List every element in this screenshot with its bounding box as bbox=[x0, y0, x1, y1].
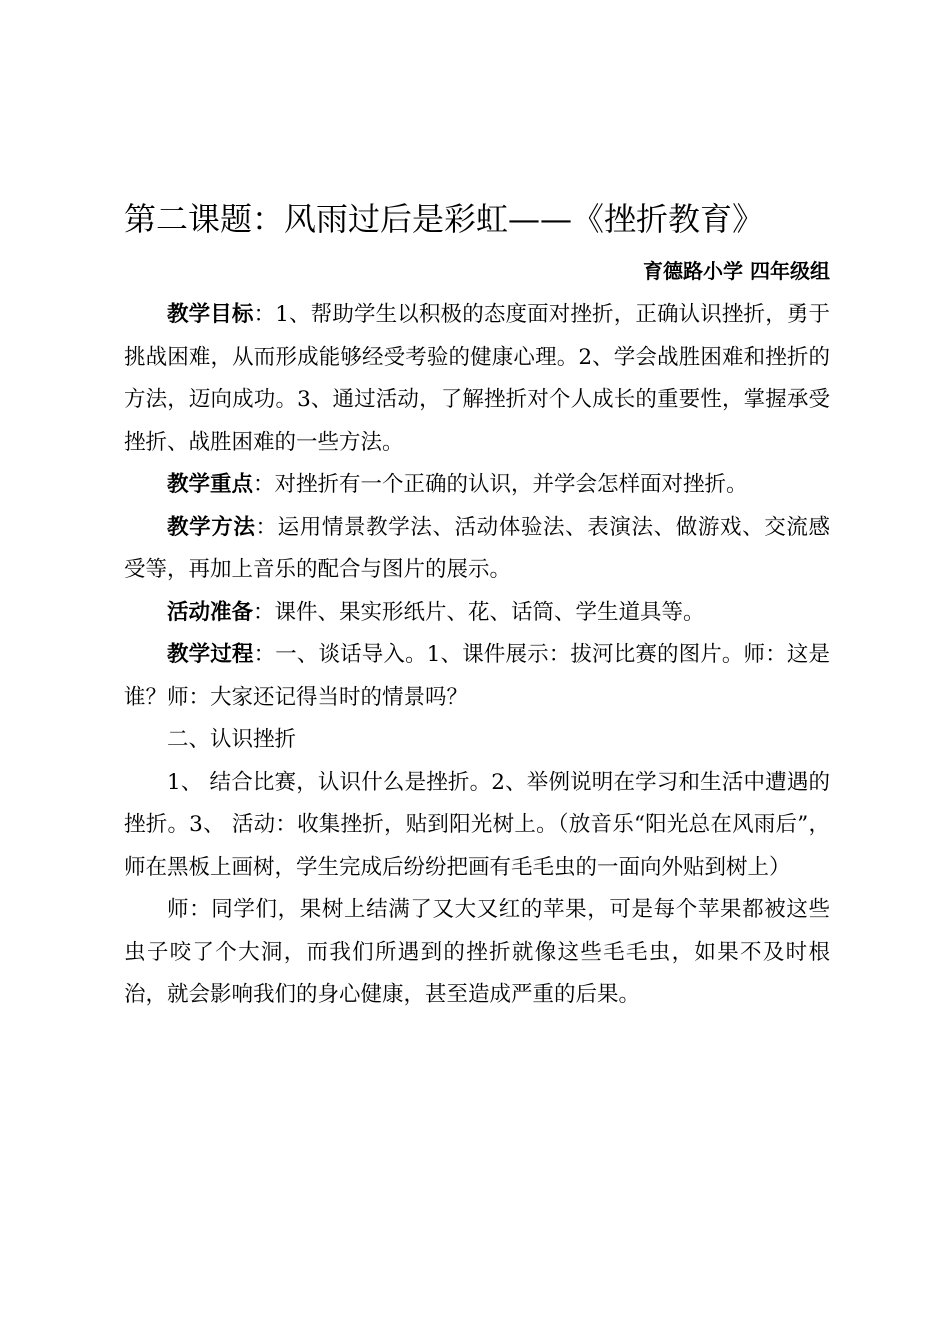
document-page bbox=[124, 196, 830, 1017]
teaching-process-text: ：一、谈话导入。1、课件展示：拔河比赛的图片。师：这是谁？师：大家还记得当时的情景吗？ bbox=[124, 642, 830, 710]
part2-heading: 二、认识挫折 bbox=[167, 727, 297, 752]
author-line: 育德路小学 四年级组 bbox=[643, 259, 830, 283]
teaching-key-label: 教学重点 bbox=[167, 472, 254, 497]
activity-prep-text: ：课件、果实形纸片、花、话筒、学生道具等。 bbox=[253, 599, 705, 625]
part2-paragraph: 1、 结合比赛，认识什么是挫折。2、举例说明在学习和生活中遭遇的挫折。3、 活动：收集挫折，贴到阳光树上。（放音乐“阳光总在风雨后”，师在黑板上画树，学生完成后纷纷把画有毛毛虫的一面向外贴到树上） bbox=[124, 769, 830, 880]
teaching-goals-label: 教学目标 bbox=[167, 302, 254, 327]
teaching-method-text: ：运用情景教学法、活动体验法、表演法、做游戏、交流感受等，再加上音乐的配合与图片的展示。 bbox=[124, 514, 830, 582]
activity-prep-paragraph bbox=[124, 592, 830, 635]
teaching-method-label: 教学方法 bbox=[167, 514, 256, 540]
teacher-paragraph: 师：同学们，果树上结满了又大又红的苹果，可是每个苹果都被这些虫子咬了个大洞，而我们所遇到的挫折就像这些毛毛虫，如果不及时根治，就会影响我们的身心健康，甚至造成严重的后果。 bbox=[124, 897, 830, 1007]
activity-prep-label: 活动准备 bbox=[167, 599, 254, 625]
teaching-process-label: 教学过程 bbox=[167, 642, 254, 667]
teaching-process-paragraph bbox=[124, 634, 830, 719]
teaching-goals-text: ：1、帮助学生以积极的态度面对挫折，正确认识挫折，勇于挑战困难，从而形成能够经受考验的健康心理。2、学会战胜困难和挫折的方法，迈向成功。3、通过活动，了解挫折对个人成长的重要性，掌握承受挫折、战胜困难的一些方法。 bbox=[124, 302, 830, 455]
teaching-key-text: ：对挫折有一个正确的认识，并学会怎样面对挫折。 bbox=[253, 472, 748, 497]
teaching-method-paragraph bbox=[124, 507, 830, 592]
teaching-goals-paragraph bbox=[124, 294, 830, 464]
document-title: 第二课题：风雨过后是彩虹——《挫折教育》 bbox=[124, 200, 765, 238]
teaching-key-paragraph bbox=[124, 464, 830, 507]
